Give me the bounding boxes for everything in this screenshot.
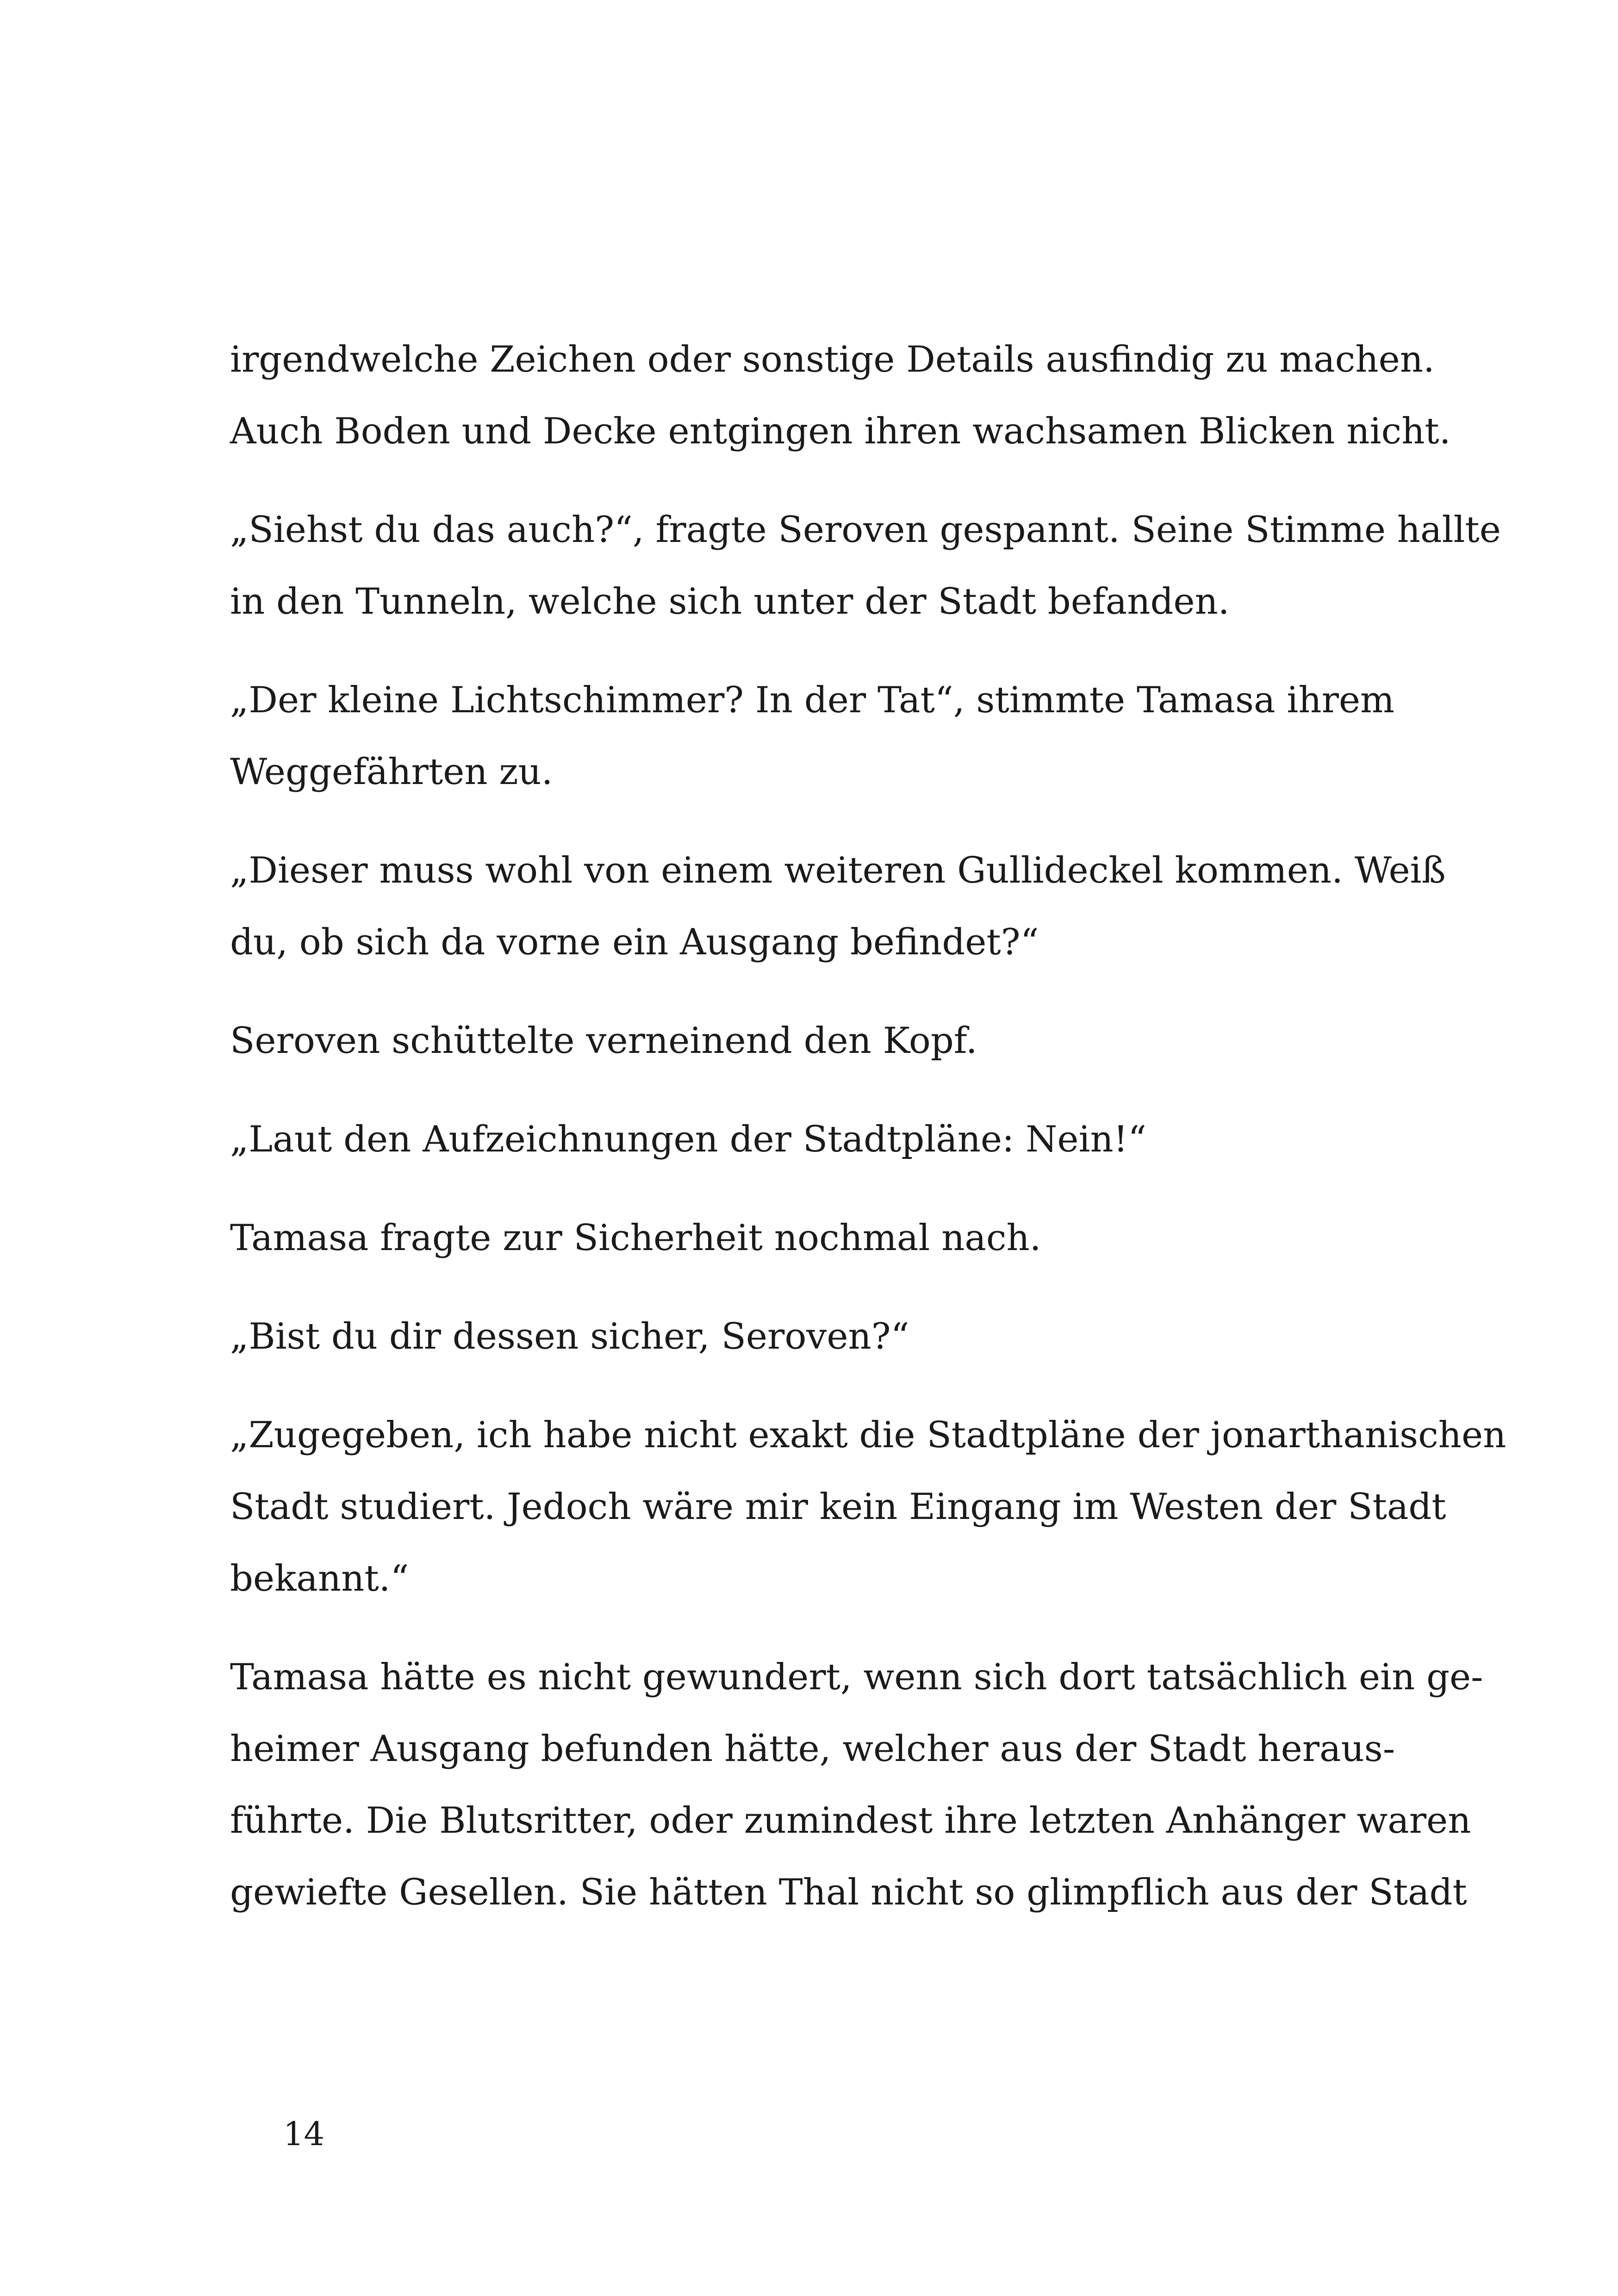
text-line: bekannt.“: [230, 1558, 409, 1599]
paragraph: [230, 1202, 1394, 1274]
paragraph: [230, 1005, 1394, 1077]
text-line: Stadt studiert. Jedoch wäre mir kein Eingang im Westen der Stadt: [230, 1486, 1446, 1528]
text-line: Tamasa hätte es nicht gewundert, wenn sich dort tatsächlich ein ge-: [230, 1656, 1483, 1698]
body-text: [230, 324, 1506, 1955]
paragraph: [230, 1104, 1394, 1176]
text-line: irgendwelche Zeichen oder sonstige Details ausfindig zu machen.: [230, 339, 1435, 380]
text-line: Weggefährten zu.: [230, 751, 553, 793]
text-line: heimer Ausgang befunden hätte, welcher aus der Stadt heraus-: [230, 1728, 1395, 1770]
text-line: „Bist du dir dessen sicher, Seroven?“: [230, 1316, 909, 1357]
paragraph: [230, 665, 1394, 808]
text-line: gewiefte Gesellen. Sie hätten Thal nicht so glimpflich aus der Stadt: [230, 1872, 1467, 1913]
text-line: „Zugegeben, ich habe nicht exakt die Stadtpläne der jonarthanischen: [230, 1414, 1506, 1456]
paragraph: [230, 1400, 1506, 1615]
paragraph: [230, 494, 1501, 638]
paragraph: [230, 1301, 1394, 1373]
text-line: du, ob sich da vorne ein Ausgang befindet?“: [230, 921, 1039, 963]
text-line: „Dieser muss wohl von einem weiteren Gullideckel kommen. Weiß: [230, 850, 1446, 891]
text-line: führte. Die Blutsritter, oder zumindest ihre letzten Anhänger waren: [230, 1800, 1471, 1842]
page-number: 14: [283, 2115, 325, 2153]
paragraph: [230, 324, 1451, 467]
paragraph: [230, 835, 1446, 978]
text-line: „Siehst du das auch?“, fragte Seroven gespannt. Seine Stimme hallte: [230, 509, 1501, 551]
text-line: Auch Boden und Decke entgingen ihren wachsamen Blicken nicht.: [230, 411, 1451, 452]
text-line: Seroven schüttelte verneinend den Kopf.: [230, 1020, 977, 1062]
text-line: Tamasa fragte zur Sicherheit nochmal nach.: [230, 1217, 1041, 1259]
text-line: „Laut den Aufzeichnungen der Stadtpläne: Nein!“: [230, 1119, 1146, 1160]
text-line: „Der kleine Lichtschimmer? In der Tat“, stimmte Tamasa ihrem: [230, 679, 1394, 721]
text-line: in den Tunneln, welche sich unter der Stadt befanden.: [230, 581, 1230, 622]
paragraph: [230, 1642, 1483, 1929]
